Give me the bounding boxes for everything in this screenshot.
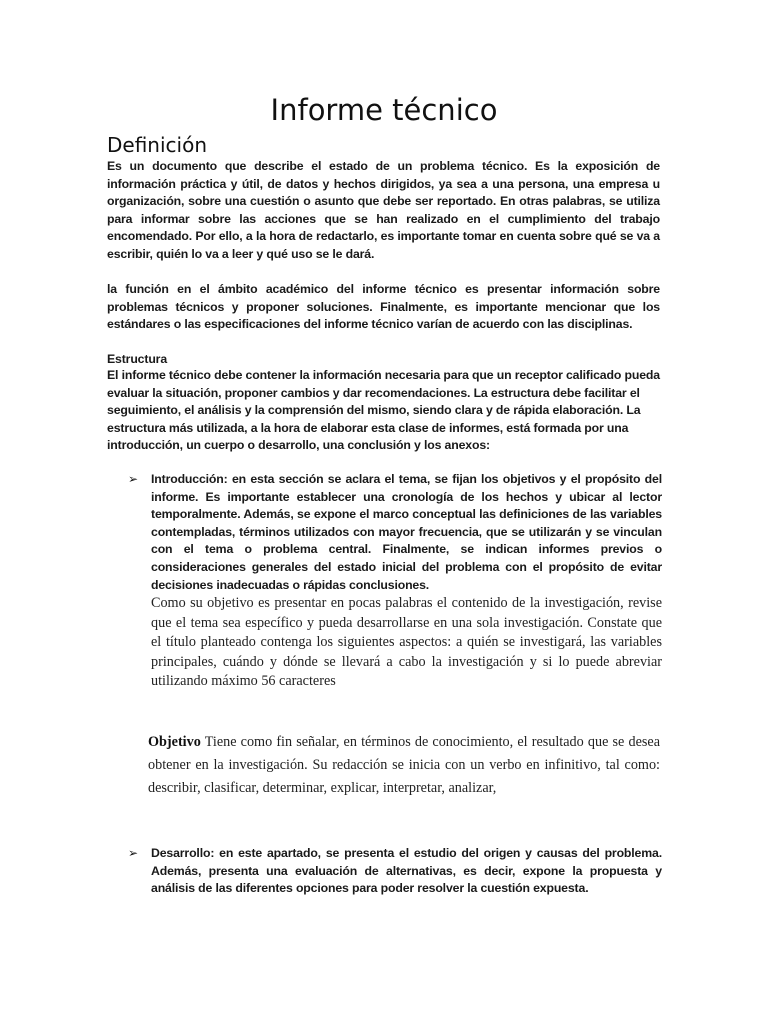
title-guidance-paragraph: Como su objetivo es presentar en pocas palabras el contenido de la investigación, revise que el tema sea específico y pueda desarrollarse en una sola investigación. Constate que el título planteado contenga los siguientes aspectos: a quién se investigará, las variables principales, cuándo y dónde se llevará a cabo la investigación y si lo puede abreviar utilizando máximo 56 caracteres [151,595,662,689]
arrow-bullet-icon: ➢ [128,846,139,860]
structure-paragraph: El informe técnico debe contener la información necesaria para que un receptor calificado pueda evaluar la situación, proponer cambios y dar recomendaciones. La estructura debe facilitar el seguimiento, el análisis y la comprensión del mismo, siendo clara y de rápida elaboración. La estructura más utilizada, a la hora de elaborar esta clase de informes, está formada por una introducción, un cuerpo o desarrollo, una conclusión y los anexos: [107,368,660,453]
objective-paragraph [148,731,660,799]
academic-function-paragraph: la función en el ámbito académico del informe técnico es presentar información sobre problemas técnicos y proponer soluciones. Finalmente, es importante mencionar que los estándares o las especificaciones del informe técnico varían de acuerdo con las disciplinas. [107,282,660,332]
arrow-bullet-icon: ➢ [128,472,139,486]
desarrollo-text: Desarrollo: en este apartado, se presenta el estudio del origen y causas del problema. Además, presenta una evaluación de alternativas, es decir, expone la propuesta y análisis de las diferentes opciones para poder resolver la cuestión expuesta. [151,846,662,896]
objective-label: Objetivo [148,734,201,750]
objective-text: Tiene como fin señalar, en términos de conocimiento, el resultado que se desea obtener en la investigación. Su redacción se inicia con un verbo en infinitivo, tal como: describir, clasificar, determinar, explicar, interpretar, analizar, [148,734,660,796]
structure-heading: Estructura [107,352,168,366]
definition-paragraph: Es un documento que describe el estado de un problema técnico. Es la exposición de información práctica y útil, de datos y hechos dirigidos, ya sea a una persona, una empresa u organización, sobre una cuestión o asunto que debe ser reportado. En otras palabras, se utiliza para informar sobre las acciones que se han realizado en el cumplimiento del trabajo encomendado. Por ello, a la hora de redactarlo, es importante tomar en cuenta sobre qué se va a escribir, quién lo va a leer y qué uso se le dará. [107,159,660,261]
list-item-desarrollo [128,845,662,905]
document-title: Informe técnico [270,93,498,127]
introduccion-text: Introducción: en esta sección se aclara el tema, se fijan los objetivos y el propósito del informe. Es importante establecer una cronología de los hechos y ubicar al lector temporalmente. Además, se expone el marco conceptual las definiciones de las variables contempladas, términos utilizados con mayor frecuencia, que se utilizarán y se vinculan con el tema o problema central. Finalmente, se indican informes previos o consideraciones generales del estado inicial del problema con el propósito de evitar decisiones inadecuadas o rápidas conclusiones. [151,472,662,592]
list-item-introduccion [128,471,662,601]
section-heading-definicion: Definición [107,133,207,157]
